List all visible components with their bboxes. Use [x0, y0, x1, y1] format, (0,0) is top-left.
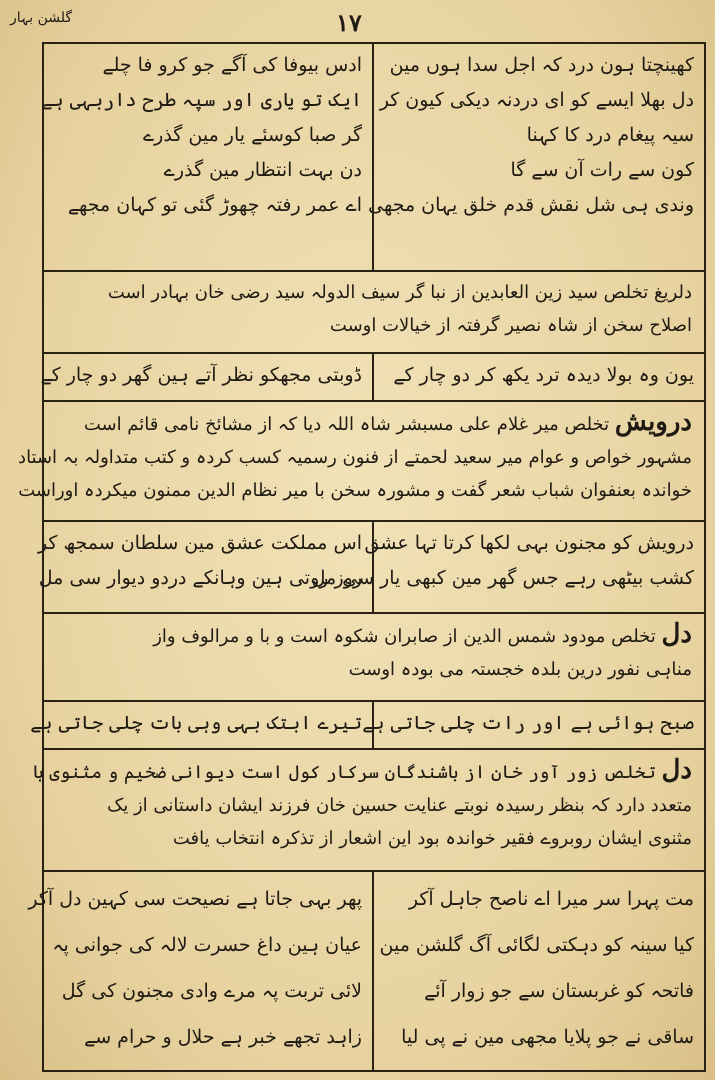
prose-line: مشہور خواص و عوام میر سعید لحمتے از فنون رسمیہ کسب کردہ و کتب متداولہ بہ استاد — [18, 447, 692, 468]
verse-column-right — [374, 872, 704, 1070]
prose-line: مناہی نفور درین بلدہ خجستہ می بودہ اوست — [348, 659, 692, 680]
prose-text: تخلص مودود شمس الدین از صابران شکوہ است و با و مرالوف واز — [153, 626, 656, 647]
biography-entry — [18, 402, 704, 522]
verse-line: کشب بیٹھی رہے جس گھر مین کبھی یار سی مل — [311, 567, 694, 589]
verse-line: اے عمر رفتہ چھوڑ گئی تو کہان مجھے — [67, 194, 362, 216]
verse-line: دن بہت انتظار مین گذرے — [163, 159, 362, 181]
verse-line: کیا سینہ کو دہکتی لگائی آگ گلشن مین — [379, 934, 694, 956]
verse-line: اس مملکت عشق مین سلطان سمجھ کر — [37, 532, 362, 554]
verse-column-left — [37, 522, 374, 612]
verse-line: روز روتی ہین وہانکے دردو دیوار سی مل — [38, 567, 362, 589]
prose-line: اصلاح سخن از شاہ نصیر گرفتہ از خیالات اوست — [329, 315, 692, 336]
verse-line: دل بھلا ایسے کو ای دردنہ دیکی کیون کر — [379, 89, 694, 111]
prose-line: دلریغ تخلص سید زین العابدین از نبا گر سیف الدولہ سید رضی خان بہادر است — [107, 282, 692, 303]
verse-line: وندی ہی شل نقش قدم خلق یہان مجھی — [368, 194, 694, 216]
verse-line: پھر بہی جاتا ہے نصیحت سی کہین دل آکر — [28, 888, 362, 910]
verse-line: عیان ہین داغ حسرت لالہ کی جوانی پہ — [52, 934, 362, 956]
verse-column-right — [368, 44, 704, 270]
biography-entry — [32, 750, 704, 872]
verse-column-left — [40, 354, 374, 400]
verse-column-left — [41, 44, 374, 270]
biography-entry — [44, 614, 704, 702]
verse-line: کھینچتا ہون درد کہ اجل سدا ہوں مین — [389, 54, 694, 76]
verse-block — [37, 522, 704, 614]
page-header — [0, 6, 715, 42]
prose-line — [32, 754, 692, 789]
verse-line: فاتحہ کو غربستان سے جو زوار آئے — [424, 980, 694, 1002]
verse-column-left — [30, 702, 374, 748]
verse-line: ڈوبتی مجھکو نظر آتے ہین گھر دو چار کے — [40, 364, 362, 386]
running-title: گلشن بہار — [10, 10, 73, 26]
verse-block — [40, 354, 704, 402]
verse-line: تیرے ابتک بہی وہی بات چلی جاتی ہے — [30, 712, 362, 734]
poet-name: درویش — [614, 407, 692, 437]
verse-column-right — [311, 522, 704, 612]
verse-line: ساقی نے جو پلایا مجھی مین نے پی لیا — [401, 1026, 694, 1048]
verse-line: ایک تو یاری اور سپہ طرح داربہی ہے — [41, 89, 362, 111]
verse-line: گر صبا کوسئے یار مین گذرے — [143, 124, 362, 146]
verse-line: ادس بیوفا کی آگے جو کرو فا چلے — [102, 54, 362, 76]
page-number: ۱۷ — [336, 8, 362, 37]
prose-line — [56, 618, 692, 653]
verse-line: درویش کو مجنون بہی لکھا کرتا تہا عشق — [364, 532, 694, 554]
verse-column-right — [362, 702, 704, 748]
prose-line: مثنوی ایشان روبروے فقیر خواندہ بود این اشعار از تذکرہ انتخاب یافت — [172, 828, 692, 849]
verse-block — [28, 872, 704, 1070]
verse-line: کون سے رات آن سے گا — [510, 159, 694, 181]
prose-line: متعدد دارد کہ بنظر رسیدہ نوبتے عنایت حسین خان فرزند ایشان داستانی از یک — [107, 795, 692, 816]
verse-line: مت پہرا سر میرا اے ناصح جاہل آکر — [408, 888, 694, 910]
verse-line: سیہ پیغام درد کا کہنا — [526, 124, 694, 146]
prose-text: تخلص زور آور خان از باشندگان سرکار کول است دیوانی ضخیم و مثنوی ہا — [32, 762, 656, 783]
prose-line: خواندہ بعنفوان شباب شعر گفت و مشورہ سخن با میر نظام الدین ممنون میکردہ اوراست — [18, 480, 692, 501]
text-frame — [18, 42, 706, 1072]
verse-block — [41, 44, 704, 272]
prose-text: تخلص میر غلام علی مسبشر شاہ اللہ دیا کہ از مشائخ نامی قائم است — [83, 414, 610, 435]
verse-line: صبح ہوائی ہے اور رات چلی جاتی ہے — [362, 712, 694, 734]
verse-block — [30, 702, 704, 750]
verse-line: زاہد تجھے خبر ہے حلال و حرام سے — [84, 1026, 362, 1048]
verse-column-right — [374, 354, 704, 400]
prose-line — [56, 406, 692, 441]
verse-line: یون وہ بولا دیدہ ترد یکھ کر دو چار کے — [393, 364, 694, 386]
poet-name: دل — [661, 755, 692, 785]
verse-column-left — [28, 872, 374, 1070]
biography-entry — [44, 272, 704, 354]
poet-name: دل — [661, 619, 692, 649]
verse-line: لائی تربت پہ مرے وادی مجنون کی گل — [61, 980, 362, 1002]
